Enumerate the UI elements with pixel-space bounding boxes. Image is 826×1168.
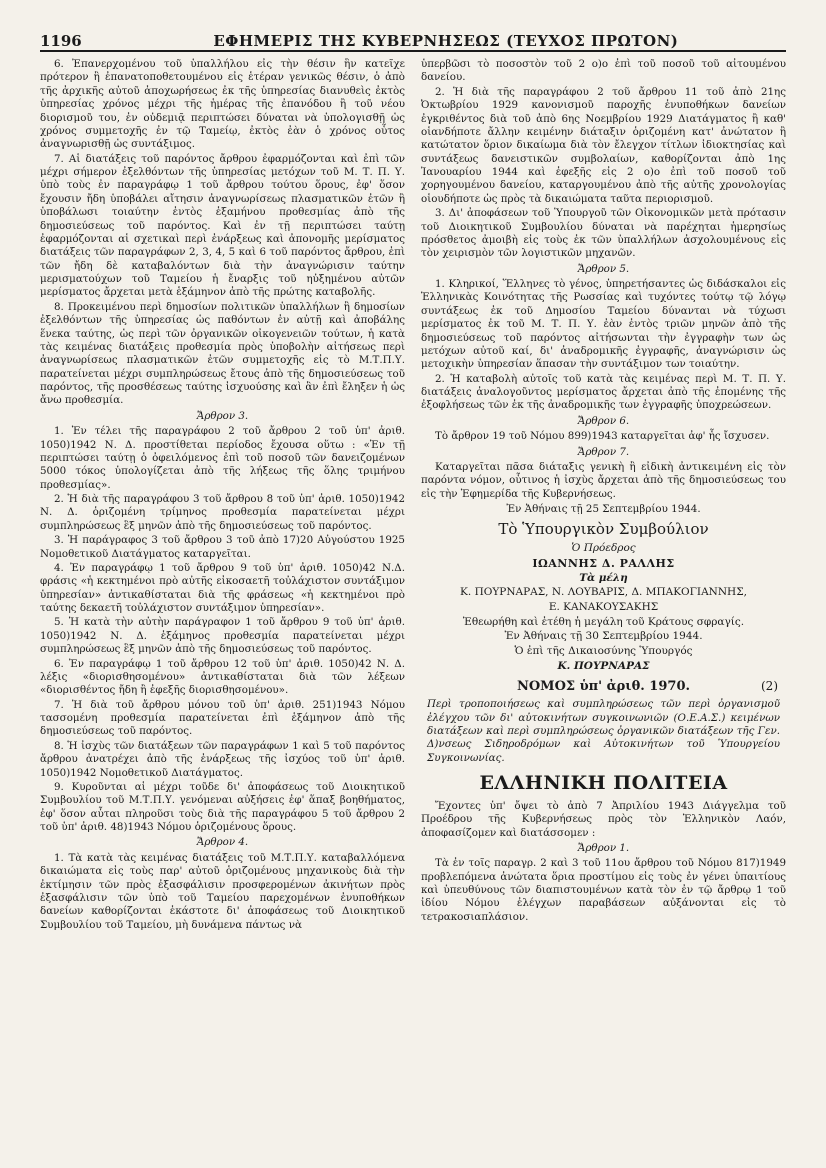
members-label: Τὰ μέλη <box>579 571 628 584</box>
paragraph: 2. Ἡ καταβολὴ αὐτοῖς τοῦ κατὰ τὰς κειμένας περὶ Μ. Τ. Π. Υ. διατάξεις ἀναλογοῦντος μερίσματος ἄρχεται ἀπὸ τῆς ἐπομένης τῆς ἐξοφλήσεως τῶν ἐκ τῆς ἀναδρομικῆς των ἐγγραφῆς ὑποχρεώσεων. <box>421 372 786 412</box>
paragraph: Τὰ ἐν τοῖς παραγρ. 2 καὶ 3 τοῦ 11ου ἄρθρου τοῦ Νόμου 817)1949 προβλεπόμενα ἀνώτατα ὅρια προστίμου εἰς τοὺς ἐν γένει ὑπαιτίους καὶ ὑπευθύνους τῶν διαπιστουμένων κατὰ τὸν ἐν τῷ ἄρθρῳ 1 τοῦ ἰδίου Νόμου ἐλέγχων παραβάσεων αὐξάνονται εἰς τὸ τετρακοσιαπλάσιον. <box>421 857 786 923</box>
right-top-text <box>421 58 786 501</box>
state-title: ΕΛΛΗΝΙΚΗ ΠΟΛΙΤΕΙΑ <box>479 772 728 795</box>
members-line-1: Κ. ΠΟΥΡΝΑΡΑΣ, Ν. ΛΟΥΒΑΡΙΣ, Δ. ΜΠΑΚΟΓΙΑΝΝΗΣ, <box>460 586 747 599</box>
article-heading: Ἄρθρον 5. <box>577 262 630 275</box>
paragraph: 8. Ἡ ἰσχὺς τῶν διατάξεων τῶν παραγράφων 1 καὶ 5 τοῦ παρόντος ἄρθρου ἀνατρέχει ἀπὸ τῆς ἐνάρξεως τῆς ἰσχύος τοῦ ὑπ' ἀριθ. 1050)1942 Νομοθετικοῦ Διατάγματος. <box>40 739 405 779</box>
paragraph: 2. Ἡ διὰ τῆς παραγράφου 3 τοῦ ἄρθρου 8 τοῦ ὑπ' ἀριθ. 1050)1942 Ν. Δ. ὁριζομένη τρίμηνος προθεσμία παρατείνεται μέχρι συμπληρώσεως ἓξ μηνῶν ἀπὸ τῆς δημοσιεύσεως τοῦ παρόντος. <box>40 493 405 532</box>
paragraph: 1. Ἐν τέλει τῆς παραγράφου 2 τοῦ ἄρθρου 2 τοῦ ὑπ' ἀριθ. 1050)1942 Ν. Δ. προστίθεται περίοδος ἔχουσα οὕτω : «Ἐν τῇ περιπτώσει ταύτῃ ὁ ὀφειλόμενος ἐπὶ τοῦ ποσοῦ τῶν δανειζομένων 5000 τόκος ὑπολογίζεται ἀπὸ τῆς λήξεως τῆς ὅλης τριμήνου προθεσμίας». <box>40 425 405 491</box>
law-heading <box>421 679 786 696</box>
justice-minister-label: Ὁ ἐπὶ τῆς Δικαιοσύνης Ὑπουργός <box>514 645 693 658</box>
right-bottom-text <box>421 800 786 924</box>
paragraph: 7. Ἡ διὰ τοῦ ἄρθρου μόνου τοῦ ὑπ' ἀριθ. 251)1943 Νόμου τασσομένη προθεσμία παρατείνεται ἐπὶ ἑξάμηνον ἀπὸ τῆς δημοσιεύσεως τοῦ παρόντος. <box>40 698 405 738</box>
paragraph: Ἔχοντες ὑπ' ὄψει τὸ ἀπὸ 7 Ἀπριλίου 1943 Διάγγελμα τοῦ Προέδρου τῆς Κυβερνήσεως πρὸς τὸν Ἑλληνικὸν Λαόν, ἀποφασίζομεν καὶ διατάσσομεν : <box>421 799 786 839</box>
paragraph: 4. Ἐν παραγράφῳ 1 τοῦ ἄρθρου 9 τοῦ ὑπ' ἀριθ. 1050)42 Ν.Δ. φράσις «ἡ κεκτημένοι πρὸ αὐτῆς εἰκοσαετῆ τοὐλάχιστον συντάξιμον ὑπηρεσίαν» ἀντικαθίσταται διὰ τῆς φράσεως «ἡ κεκτημένοι πρὸ ταύτης δεκαετῆ τοὐλάχιστον συντάξιμον ὑπηρεσίαν». <box>40 561 405 614</box>
page-header <box>40 28 786 52</box>
date-line: Ἐν Ἀθήναις τῇ 25 Σεπτεμβρίου 1944. <box>506 503 701 515</box>
article-heading: Ἄρθρον 3. <box>196 409 249 422</box>
law-subtitle: Περὶ τροποποιήσεως καὶ συμπληρώσεως τῶν περὶ ὀργανισμοῦ ἐλέγχου τῶν δι' αὐτοκινήτων συγκοινωνιῶν (Ο.Ε.Α.Σ.) κειμένων διατάξεων καὶ περὶ συμπληρώσεως ὀργανικῶν διατάξεων τῆς Γεν. Δ)νσεως Σιδηροδρόμων καὶ Αὐτοκινήτων τοῦ Ὑπουργείου Συγκοινωνίας. <box>427 698 780 764</box>
paragraph: 7. Αἱ διατάξεις τοῦ παρόντος ἄρθρου ἐφαρμόζονται καὶ ἐπὶ τῶν μέχρι σήμερον ἐξελθόντων τῆς ὑπηρεσίας μετόχων τοῦ Μ. Τ. Π. Υ. ὑπὸ τοὺς ἐν παραγράφῳ 1 τοῦ ἄρθρου τούτου ὅρους, ἐφ' ὅσον ἔχουσιν ἤδη ὑποβάλει αἴτησιν ἀναγνωρίσεως πλασματικῶν ἐτῶν ἢ ὑποβάλωσι τοιαύτην ἐντὸς ἑξαμήνου προθεσμίας ἀπὸ τῆς δημοσιεύσεως τοῦ παρόντος. Καὶ ἐν τῇ περιπτώσει ταύτῃ ἐφαρμόζονται αἱ σχετικαὶ περὶ ἐνάρξεως καὶ ἀπονομῆς μερίσματος διατάξεις τῶν παραγράφων 2, 3, 4, 5 καὶ 6 τοῦ παρόντος ἄρθρου, ἐπὶ τῶν ἤδη δὲ καταβαλόντων διὰ τὴν ἀναγνώρισιν ταύτην μερισματούχων τοῦ Ταμείου ἡ ἔναρξις τοῦ ηὐξημένου αὐτῶν μερίσματος ἄρχεται μετὰ ἑξάμηνον ἀπὸ τῆς πρώτης καταβολῆς. <box>40 152 405 299</box>
page-number: 1196 <box>40 32 82 50</box>
president-label: Ὁ Πρόεδρος <box>571 541 636 554</box>
paragraph: 3. Δι' ἀποφάσεων τοῦ Ὑπουργοῦ τῶν Οἰκονομικῶν μετὰ πρότασιν τοῦ Διοικητικοῦ Συμβουλίου δύναται νὰ παρέχηται ἡμερησίως πρόσθετος ἀμοιβὴ εἰς τοὺς ἐκ τῶν ὑπαλλήλων ἀσχολουμένους εἰς τὸν χειρισμὸν τῶν λογιστικῶν μηχανῶν. <box>421 207 786 260</box>
article-heading: Ἄρθρον 1. <box>577 841 630 854</box>
justice-minister-name: Κ. ΠΟΥΡΝΑΡΑΣ <box>557 659 650 672</box>
article-heading: Ἄρθρον 4. <box>196 836 249 849</box>
paragraph: ὑπερβῶσι τὸ ποσοστὸν τοῦ 2 ο)ο ἐπὶ τοῦ ποσοῦ τοῦ αἰτουμένου δανείου. <box>421 58 786 84</box>
paragraph: 6. Ἐπανερχομένου τοῦ ὑπαλλήλου εἰς τὴν θέσιν ἣν κατεῖχε πρότερον ἢ ἐπανατοποθετουμένου εἰς ἑτέραν γενικῶς θέσιν, ὁ ἀπὸ τῆς ἀρχικῆς αὐτοῦ ἀποχωρήσεως ἐκ τῆς ὑπηρεσίας διανυθεὶς ἐκτὸς ὑπηρεσίας χρόνος μέχρι τῆς ἡμέρας τῆς ἐπανόδου ἢ τοῦ νέου διορισμοῦ του, ἐν οὐδεμιᾷ περιπτώσει δύναται νὰ ὑπολογισθῇ ὡς χρόνος συμμετοχῆς ἐν τῷ Ταμείῳ, ἐκτὸς ἐὰν ὁ χρόνος οὗτος ἀναγνωρισθῇ ὡς συντάξιμος. <box>40 58 405 151</box>
running-head: ΕΦΗΜΕΡΙΣ ΤΗΣ ΚΥΒΕΡΝΗΣΕΩΣ (ΤΕΥΧΟΣ ΠΡΩΤΟΝ) <box>213 32 679 50</box>
law-serial: (2) <box>761 679 778 694</box>
left-column <box>40 58 405 1158</box>
council-title: Τὸ Ὑπουργικὸν Συμβούλιον <box>498 520 709 539</box>
paragraph: Καταργεῖται πᾶσα διάταξις γενικὴ ἢ εἰδικὴ ἀντικειμένη εἰς τὸν παρόντα νόμον, οὗτινος ἡ ἰσχὺς ἄρχεται ἀπὸ τῆς δημοσιεύσεως του εἰς τὴν Ἐφημερίδα τῆς Κυβερνήσεως. <box>421 460 786 500</box>
right-column <box>421 58 786 1158</box>
article-heading: Ἄρθρον 6. <box>577 414 630 427</box>
president-name: ΙΩΑΝΝΗΣ Δ. ΡΑΛΛΗΣ <box>532 556 675 570</box>
paragraph: 1. Κληρικοί, Ἕλληνες τὸ γένος, ὑπηρετήσαντες ὡς διδάσκαλοι εἰς Ἑλληνικὰς Κοινότητας τῆς Ρωσσίας καὶ τυχόντες τούτῳ τῷ λόγῳ συντάξεως ἐκ τοῦ Δημοσίου Ταμείου δύνανται νὰ τύχωσι μερίσματος ἐκ τοῦ Μ. Τ. Π. Υ. ἐὰν ἐντὸς τριῶν μηνῶν ἀπὸ τῆς δημοσιεύσεως τοῦ παρόντος αἰτήσωνται τὴν ἐγγραφὴν των ὡς μετόχων αὐτοῦ καί, δι' ἀναδρομικῆς ἐγγραφῆς, ἀναγνώρισιν ὡς μετοχικὴν ὑπηρεσίαν ἅπασαν τὴν συντάξιμον των τοιαύτην. <box>421 278 786 371</box>
paragraph: Τὸ ἄρθρον 19 τοῦ Νόμου 899)1943 καταργεῖται ἀφ' ἧς ἴσχυσεν. <box>435 430 770 443</box>
paragraph: 6. Ἐν παραγράφῳ 1 τοῦ ἄρθρου 12 τοῦ ὑπ' ἀριθ. 1050)42 Ν. Δ. λέξις «διορισθησομένου» ἀντικαθίσταται διὰ τῶν λέξεων «διορισθέντος ἤδη ἢ ἐφεξῆς διορισθησομένου». <box>40 657 405 697</box>
paragraph: 1. Τὰ κατὰ τὰς κειμένας διατάξεις τοῦ Μ.Τ.Π.Υ. καταβαλλόμενα δικαιώματα εἰς τοὺς παρ' αὐτοῦ ὁριζομένους μηχανικοὺς διὰ τὴν ἐκτίμησιν τῶν πρὸς ἐξασφάλισιν προσφερομένων ἀκινήτων πρὸς ἐξασφάλισιν τῶν ὑπὸ τοῦ Ταμείου παρεχομένων ἐνυποθήκων δανείων καθορίζονται ἑκάστοτε δι' ἀποφάσεως τοῦ Διοικητικοῦ Συμβουλίου τοῦ Ταμείου, μὴ δυνάμενα πάντως νὰ <box>40 851 405 931</box>
article-heading: Ἄρθρον 7. <box>577 445 630 458</box>
paragraph: 3. Ἡ παράγραφος 3 τοῦ ἄρθρου 3 τοῦ ἀπὸ 17)20 Αὐγούστου 1925 Νομοθετικοῦ Διατάγματος καταργεῖται. <box>40 534 405 560</box>
law-title: ΝΟΜΟΣ ὑπ' ἀριθ. 1970. <box>516 679 691 695</box>
members-line-2: Ε. ΚΑΝΑΚΟΥΣΑΚΗΣ <box>548 601 659 614</box>
seal-line: Ἐθεωρήθη καὶ ἐτέθη ἡ μεγάλη τοῦ Κράτους σφραγίς. <box>462 615 745 628</box>
paragraph: 5. Ἡ κατὰ τὴν αὐτὴν παράγραφον 1 τοῦ ἄρθρου 9 τοῦ ὑπ' ἀριθ. 1050)1942 Ν. Δ. ἑξάμηνος προθεσμία παρατείνεται μέχρι συμπληρώσεως ἓξ μηνῶν ἀπὸ τῆς δημοσιεύσεως τοῦ παρόντος. <box>40 616 405 656</box>
paragraph: 9. Κυροῦνται αἱ μέχρι τοῦδε δι' ἀποφάσεως τοῦ Διοικητικοῦ Συμβουλίου τοῦ Μ.Τ.Π.Υ. γενόμεναι αὐξήσεις ἐφ' ἅπαξ βοηθήματος, ἐφ' ὅσον αὗται πληροῦσι τοὺς διὰ τῆς παραγράφου 5 τοῦ ἄρθρου 2 τοῦ ὑπ' ἀριθ. 48)1943 Νόμου ὁριζομένους ὅρους. <box>40 780 405 833</box>
paragraph: 8. Προκειμένου περὶ δημοσίων πολιτικῶν ὑπαλλήλων ἢ δημοσίων ἐξελθόντων τῆς ὑπηρεσίας ὡς παθόντων ἐν αὐτῇ καὶ ἀποβάλης ἕνεκα ταύτης, ὡς περὶ τῶν ὀργανικῶν οἰκογενειῶν τούτων, ἡ κατὰ τὰς κειμένας διατάξεις προθεσμία πρὸς ὑποβολὴν αἰτήσεως περὶ ἀναγνωρίσεως πλασματικῶν ἐτῶν συμμετοχῆς εἰς τὸ Μ.Τ.Π.Υ. παρατείνεται μέχρι συμπληρώσεως ἔτους ἀπὸ τῆς δημοσιεύσεως τοῦ παρόντος, τῆς προσθέσεως ταύτης ἰσχυούσης καὶ ἂν ἐπὶ ἔληξεν ἡ ὡς ἄνω προθεσμία. <box>40 300 405 407</box>
date-line-2: Ἐν Ἀθήναις τῇ 30 Σεπτεμβρίου 1944. <box>504 630 703 643</box>
paragraph: 2. Ἡ διὰ τῆς παραγράφου 2 τοῦ ἄρθρου 11 τοῦ ἀπὸ 21ης Ὀκτωβρίου 1929 κανονισμοῦ παροχῆς ἐνυποθήκων δανείων ἐγκριθέντος διὰ τοῦ ἀπὸ 6ης Νοεμβρίου 1929 Διατάγματος ἢ καθ' οἱανδήποτε ἄλλην κειμένην διάταξιν ὁριζομένη κατ' ἀνώτατον ἢ κατώτατον ὅριον δικαίωμα διὰ τὸν ἔλεγχον τίτλων ἰδιοκτησίας καὶ συντάξεως δανειστικῶν συμβολαίων, καθορίζονται ἀπὸ 1ης Ἰανουαρίου 1944 καὶ ἐφεξῆς εἰς 2 ο)ο ἐπὶ τοῦ ποσοῦ τοῦ χορηγουμένου δανείου, καταργουμένου ἀπὸ τῆς αὐτῆς χρονολογίας οἱουδήποτε ὡς πρὸς τὰ δικαιώματα ταῦτα περιορισμοῦ. <box>421 85 786 205</box>
